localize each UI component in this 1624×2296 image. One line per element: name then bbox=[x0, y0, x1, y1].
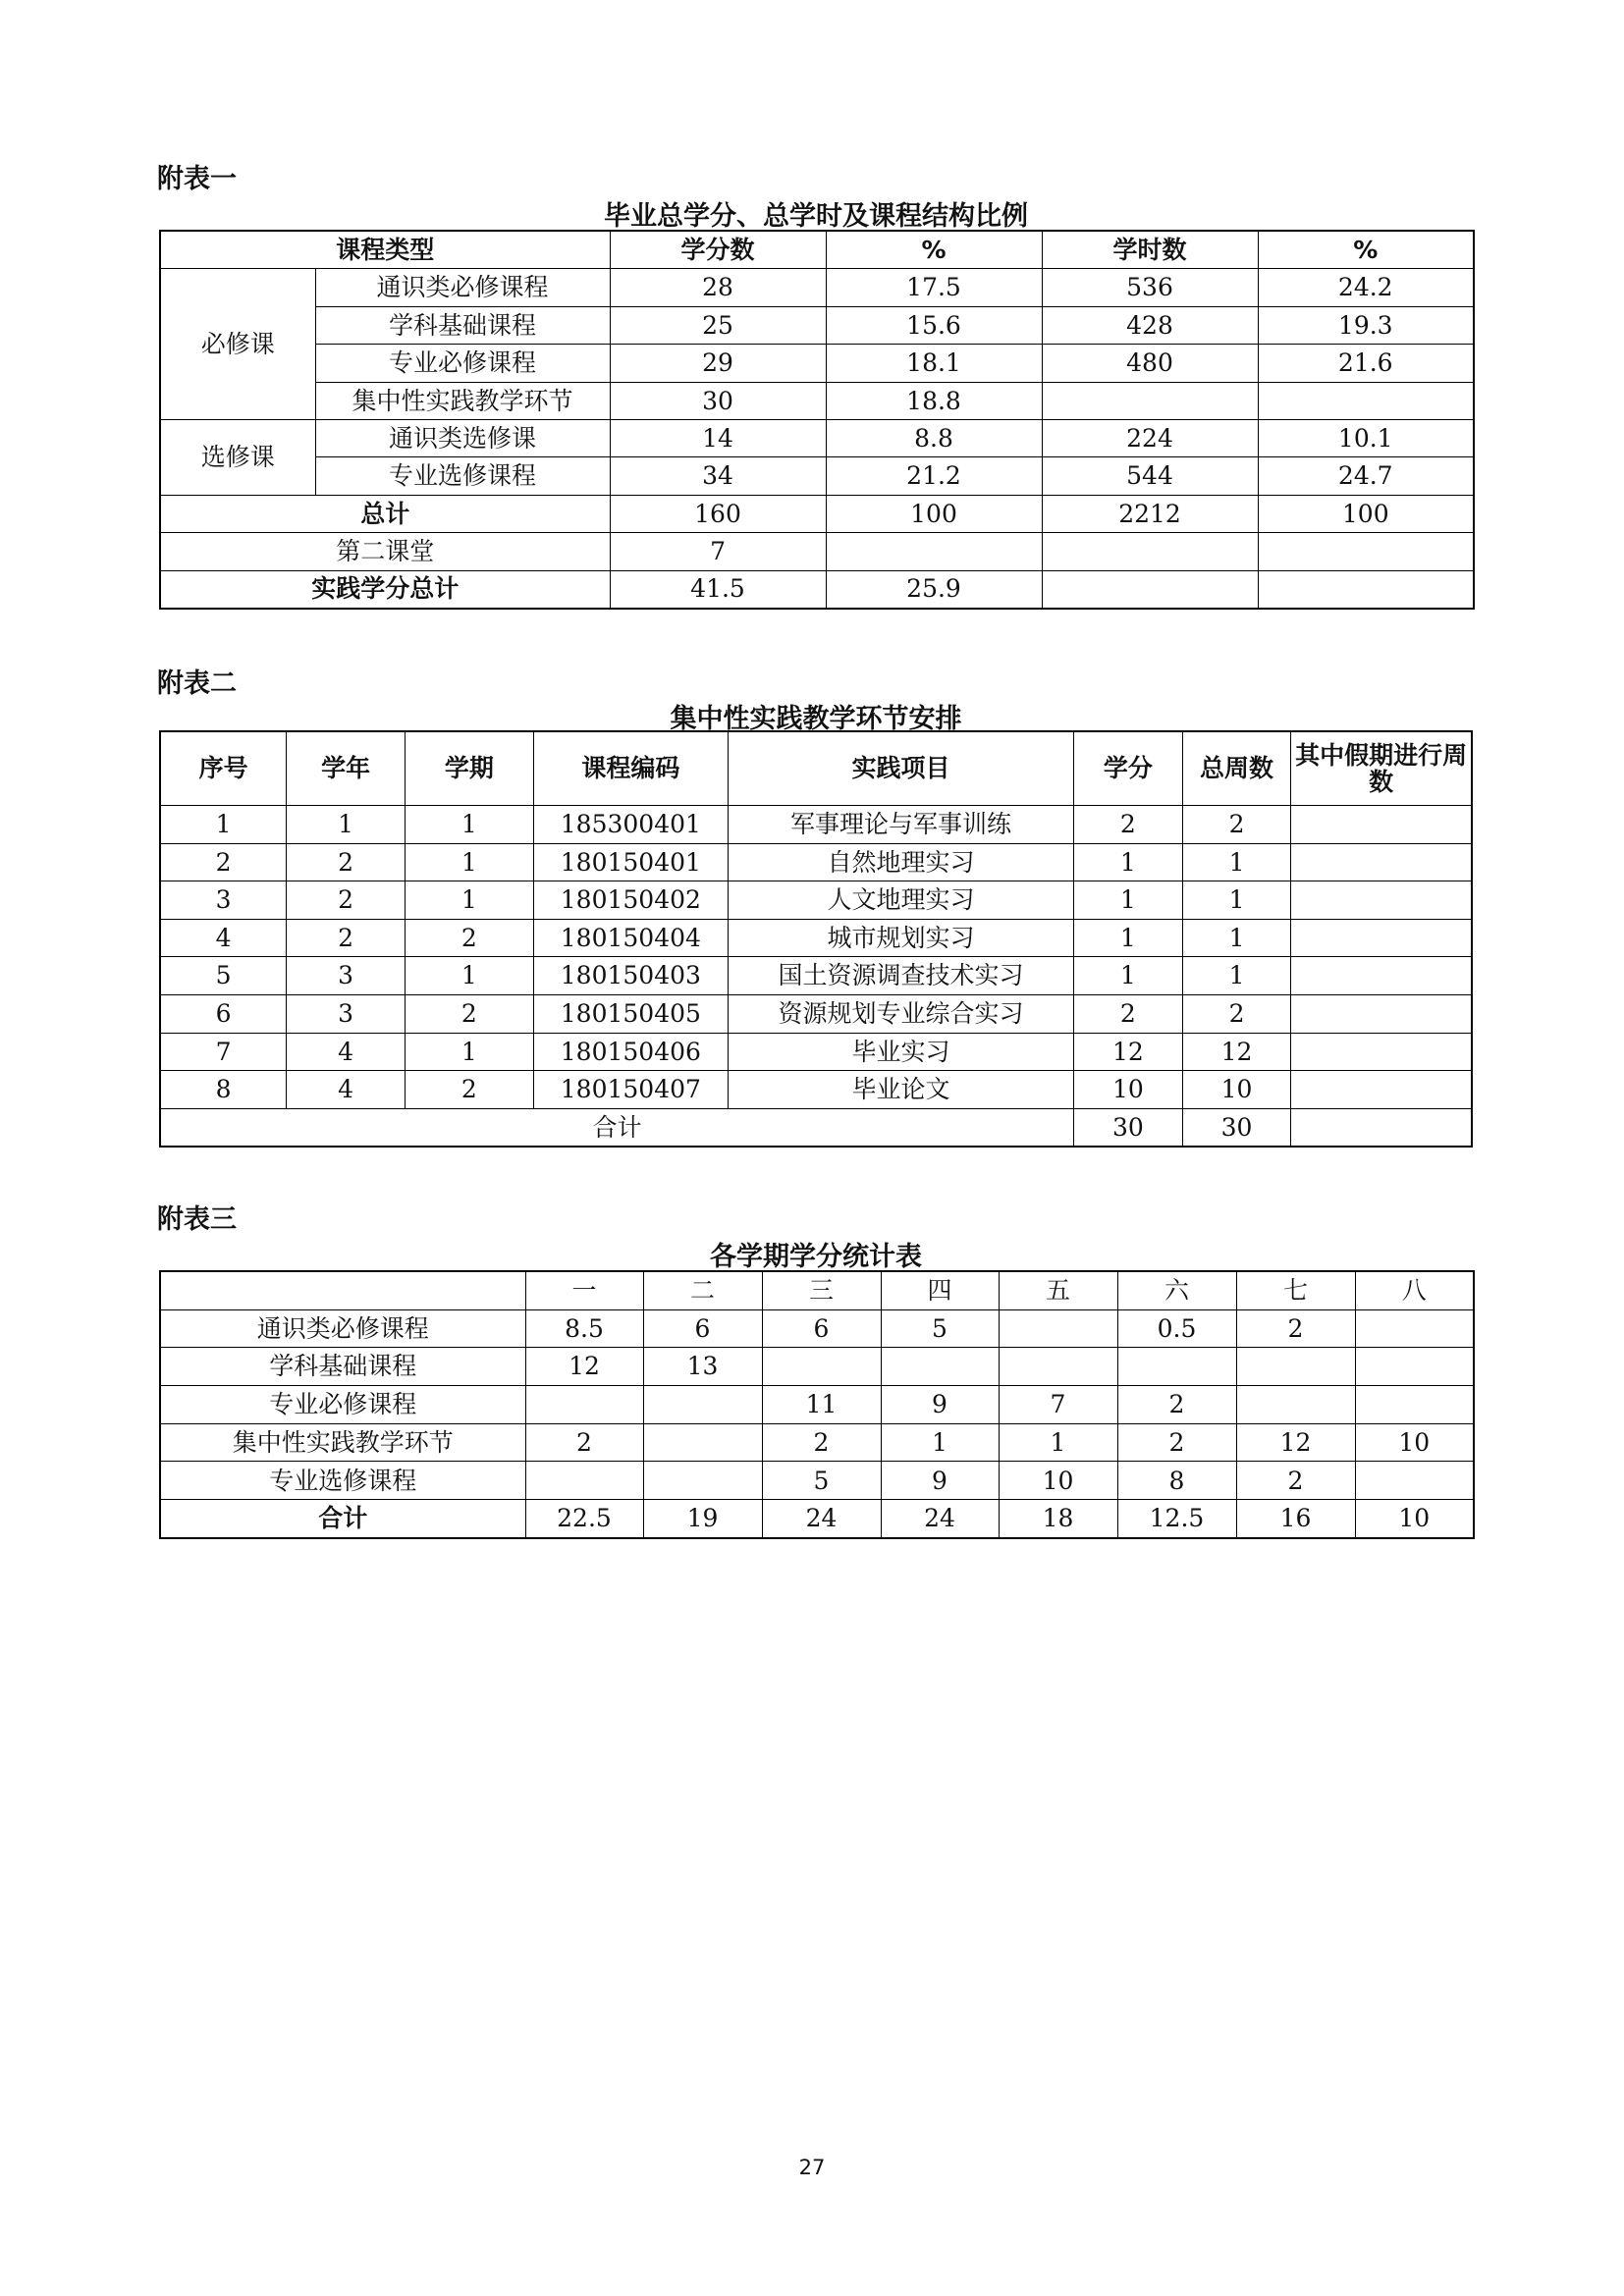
credit-pct-cell bbox=[826, 533, 1042, 570]
cell: 1 bbox=[1074, 843, 1183, 881]
total-holiday-weeks bbox=[1291, 1108, 1472, 1147]
table-row bbox=[160, 1033, 1472, 1071]
header-credits: 学分 bbox=[1074, 731, 1183, 806]
hour-pct-cell: 24.2 bbox=[1258, 269, 1474, 306]
credit-pct-cell: 17.5 bbox=[826, 269, 1042, 306]
cell: 18 bbox=[999, 1500, 1117, 1538]
course-name: 通识类必修课程 bbox=[315, 269, 610, 306]
table-row bbox=[160, 419, 1474, 456]
cell: 180150401 bbox=[533, 843, 728, 881]
cell bbox=[643, 1386, 762, 1424]
cell: 5 bbox=[160, 957, 287, 995]
cell: 1 bbox=[405, 806, 533, 844]
header-credits: 学分数 bbox=[610, 231, 826, 269]
header-practice-item: 实践项目 bbox=[728, 731, 1073, 806]
cell: 1 bbox=[405, 881, 533, 920]
table-row bbox=[160, 306, 1474, 344]
table3-title: 各学期学分统计表 bbox=[710, 1242, 922, 1272]
header-term-2: 二 bbox=[643, 1271, 762, 1309]
credit-pct-cell: 15.6 bbox=[826, 306, 1042, 344]
cell bbox=[643, 1462, 762, 1500]
row-label: 专业选修课程 bbox=[160, 1462, 525, 1500]
course-name: 学科基础课程 bbox=[315, 306, 610, 344]
header-total-weeks: 总周数 bbox=[1182, 731, 1291, 806]
practice-schedule-table bbox=[159, 730, 1473, 1148]
header-term-3: 三 bbox=[762, 1271, 881, 1309]
table1-title: 毕业总学分、总学时及课程结构比例 bbox=[604, 201, 1028, 232]
total-row bbox=[160, 495, 1474, 532]
hours-cell: 224 bbox=[1042, 419, 1258, 456]
group-label-elective: 选修课 bbox=[160, 419, 315, 495]
credits-cell: 28 bbox=[610, 269, 826, 306]
cell bbox=[999, 1309, 1117, 1348]
cell: 1 bbox=[1182, 843, 1291, 881]
cell: 6 bbox=[643, 1309, 762, 1348]
credit-pct-cell: 18.1 bbox=[826, 345, 1042, 382]
table-row bbox=[160, 994, 1472, 1033]
cell: 2 bbox=[1074, 806, 1183, 844]
cell: 180150406 bbox=[533, 1033, 728, 1071]
cell: 4 bbox=[287, 1033, 406, 1071]
table-row bbox=[160, 843, 1472, 881]
cell: 10 bbox=[999, 1462, 1117, 1500]
cell: 1 bbox=[1074, 881, 1183, 920]
header-seq: 序号 bbox=[160, 731, 287, 806]
hour-pct-cell bbox=[1258, 570, 1474, 609]
cell bbox=[1355, 1462, 1474, 1500]
table-row bbox=[160, 1423, 1474, 1462]
table-header-row bbox=[160, 731, 1472, 806]
cell: 11 bbox=[762, 1386, 881, 1424]
hours-cell bbox=[1042, 533, 1258, 570]
table1-heading: 附表一 bbox=[157, 164, 237, 194]
hours-cell: 428 bbox=[1042, 306, 1258, 344]
cell: 180150407 bbox=[533, 1071, 728, 1109]
total-label: 总计 bbox=[160, 495, 610, 532]
hours-cell: 2212 bbox=[1042, 495, 1258, 532]
second-class-label: 第二课堂 bbox=[160, 533, 610, 570]
table-row bbox=[160, 382, 1474, 419]
cell: 1 bbox=[160, 806, 287, 844]
cell bbox=[643, 1423, 762, 1462]
header-term-1: 一 bbox=[525, 1271, 643, 1309]
course-name: 通识类选修课 bbox=[315, 419, 610, 456]
cell bbox=[1117, 1348, 1236, 1386]
hours-cell: 536 bbox=[1042, 269, 1258, 306]
cell: 180150404 bbox=[533, 919, 728, 957]
credit-pct-cell: 18.8 bbox=[826, 382, 1042, 419]
course-name: 专业选修课程 bbox=[315, 457, 610, 495]
table3-heading: 附表三 bbox=[157, 1204, 237, 1235]
cell: 2 bbox=[1182, 806, 1291, 844]
hour-pct-cell: 10.1 bbox=[1258, 419, 1474, 456]
cell: 1 bbox=[405, 1033, 533, 1071]
cell bbox=[1355, 1348, 1474, 1386]
table-row bbox=[160, 1462, 1474, 1500]
table-row bbox=[160, 957, 1472, 995]
credits-cell: 25 bbox=[610, 306, 826, 344]
practice-total-label: 实践学分总计 bbox=[160, 570, 610, 609]
table-row bbox=[160, 1071, 1472, 1109]
cell: 7 bbox=[999, 1386, 1117, 1424]
cell bbox=[525, 1462, 643, 1500]
table2-title: 集中性实践教学环节安排 bbox=[670, 704, 962, 734]
cell: 5 bbox=[881, 1309, 999, 1348]
cell: 6 bbox=[160, 994, 287, 1033]
credits-cell: 34 bbox=[610, 457, 826, 495]
cell: 13 bbox=[643, 1348, 762, 1386]
table-row bbox=[160, 1386, 1474, 1424]
cell bbox=[762, 1348, 881, 1386]
hour-pct-cell: 21.6 bbox=[1258, 345, 1474, 382]
cell: 9 bbox=[881, 1462, 999, 1500]
table-row bbox=[160, 457, 1474, 495]
table-header-row bbox=[160, 231, 1474, 269]
course-name: 集中性实践教学环节 bbox=[315, 382, 610, 419]
cell: 1 bbox=[1182, 957, 1291, 995]
header-term-8: 八 bbox=[1355, 1271, 1474, 1309]
row-label: 学科基础课程 bbox=[160, 1348, 525, 1386]
cell: 19 bbox=[643, 1500, 762, 1538]
cell bbox=[999, 1348, 1117, 1386]
cell: 3 bbox=[160, 881, 287, 920]
cell: 7 bbox=[160, 1033, 287, 1071]
cell: 2 bbox=[287, 919, 406, 957]
cell: 2 bbox=[287, 843, 406, 881]
cell: 军事理论与军事训练 bbox=[728, 806, 1073, 844]
header-hour-pct: % bbox=[1258, 231, 1474, 269]
cell: 22.5 bbox=[525, 1500, 643, 1538]
table-header-row bbox=[160, 1271, 1474, 1309]
cell: 毕业实习 bbox=[728, 1033, 1073, 1071]
hours-cell bbox=[1042, 570, 1258, 609]
cell: 10 bbox=[1074, 1071, 1183, 1109]
cell bbox=[1291, 1071, 1472, 1109]
row-label: 专业必修课程 bbox=[160, 1386, 525, 1424]
cell: 4 bbox=[287, 1071, 406, 1109]
table-row bbox=[160, 1348, 1474, 1386]
credits-cell: 160 bbox=[610, 495, 826, 532]
cell: 3 bbox=[287, 994, 406, 1033]
cell: 0.5 bbox=[1117, 1309, 1236, 1348]
header-course-type: 课程类型 bbox=[160, 231, 610, 269]
cell: 国土资源调查技术实习 bbox=[728, 957, 1073, 995]
cell: 3 bbox=[287, 957, 406, 995]
hour-pct-cell: 19.3 bbox=[1258, 306, 1474, 344]
hour-pct-cell: 24.7 bbox=[1258, 457, 1474, 495]
cell: 10 bbox=[1182, 1071, 1291, 1109]
cell: 1 bbox=[1074, 919, 1183, 957]
cell bbox=[1291, 1033, 1472, 1071]
credits-cell: 30 bbox=[610, 382, 826, 419]
header-hours: 学时数 bbox=[1042, 231, 1258, 269]
header-term: 学期 bbox=[405, 731, 533, 806]
header-year: 学年 bbox=[287, 731, 406, 806]
cell: 1 bbox=[1182, 881, 1291, 920]
credit-pct-cell: 25.9 bbox=[826, 570, 1042, 609]
cell: 2 bbox=[525, 1423, 643, 1462]
cell: 1 bbox=[999, 1423, 1117, 1462]
total-label: 合计 bbox=[160, 1500, 525, 1538]
header-course-code: 课程编码 bbox=[533, 731, 728, 806]
course-name: 专业必修课程 bbox=[315, 345, 610, 382]
cell: 180150403 bbox=[533, 957, 728, 995]
cell: 2 bbox=[1236, 1309, 1355, 1348]
cell: 24 bbox=[881, 1500, 999, 1538]
header-holiday-weeks: 其中假期进行周数 bbox=[1291, 731, 1472, 806]
table-row bbox=[160, 269, 1474, 306]
cell bbox=[1355, 1309, 1474, 1348]
practice-total-row bbox=[160, 570, 1474, 609]
row-label: 集中性实践教学环节 bbox=[160, 1423, 525, 1462]
credit-pct-cell: 8.8 bbox=[826, 419, 1042, 456]
hour-pct-cell bbox=[1258, 382, 1474, 419]
hours-cell: 544 bbox=[1042, 457, 1258, 495]
hours-cell: 480 bbox=[1042, 345, 1258, 382]
credits-cell: 41.5 bbox=[610, 570, 826, 609]
cell bbox=[1291, 994, 1472, 1033]
cell: 1 bbox=[405, 843, 533, 881]
cell: 8 bbox=[160, 1071, 287, 1109]
cell: 2 bbox=[1236, 1462, 1355, 1500]
header-term-7: 七 bbox=[1236, 1271, 1355, 1309]
header-term-5: 五 bbox=[999, 1271, 1117, 1309]
table-row bbox=[160, 919, 1472, 957]
credit-structure-table bbox=[159, 230, 1475, 610]
total-credits: 30 bbox=[1074, 1108, 1183, 1147]
cell: 185300401 bbox=[533, 806, 728, 844]
cell: 1 bbox=[881, 1423, 999, 1462]
cell bbox=[1291, 957, 1472, 995]
header-credit-pct: % bbox=[826, 231, 1042, 269]
total-label: 合计 bbox=[160, 1108, 1074, 1147]
cell: 4 bbox=[160, 919, 287, 957]
cell: 1 bbox=[1182, 919, 1291, 957]
table2-heading: 附表二 bbox=[157, 668, 237, 699]
cell bbox=[1291, 919, 1472, 957]
credits-cell: 29 bbox=[610, 345, 826, 382]
cell: 12.5 bbox=[1117, 1500, 1236, 1538]
cell: 人文地理实习 bbox=[728, 881, 1073, 920]
credits-cell: 7 bbox=[610, 533, 826, 570]
total-row bbox=[160, 1500, 1474, 1538]
table-row bbox=[160, 881, 1472, 920]
cell bbox=[1291, 881, 1472, 920]
cell: 2 bbox=[287, 881, 406, 920]
cell: 2 bbox=[1182, 994, 1291, 1033]
cell: 2 bbox=[160, 843, 287, 881]
cell bbox=[525, 1386, 643, 1424]
group-label-required: 必修课 bbox=[160, 269, 315, 420]
cell: 8.5 bbox=[525, 1309, 643, 1348]
cell: 毕业论文 bbox=[728, 1071, 1073, 1109]
cell bbox=[1236, 1386, 1355, 1424]
cell bbox=[1291, 806, 1472, 844]
cell: 180150402 bbox=[533, 881, 728, 920]
row-label: 通识类必修课程 bbox=[160, 1309, 525, 1348]
cell: 1 bbox=[287, 806, 406, 844]
cell: 9 bbox=[881, 1386, 999, 1424]
page-number: 27 bbox=[798, 2156, 826, 2179]
cell: 2 bbox=[1074, 994, 1183, 1033]
cell: 12 bbox=[1236, 1423, 1355, 1462]
total-weeks: 30 bbox=[1182, 1108, 1291, 1147]
cell: 16 bbox=[1236, 1500, 1355, 1538]
cell: 自然地理实习 bbox=[728, 843, 1073, 881]
cell: 180150405 bbox=[533, 994, 728, 1033]
cell: 12 bbox=[525, 1348, 643, 1386]
hour-pct-cell: 100 bbox=[1258, 495, 1474, 532]
cell: 资源规划专业综合实习 bbox=[728, 994, 1073, 1033]
cell bbox=[1355, 1386, 1474, 1424]
cell: 2 bbox=[1117, 1386, 1236, 1424]
cell: 1 bbox=[405, 957, 533, 995]
cell: 12 bbox=[1074, 1033, 1183, 1071]
hours-cell bbox=[1042, 382, 1258, 419]
cell: 2 bbox=[762, 1423, 881, 1462]
table-row bbox=[160, 345, 1474, 382]
cell: 10 bbox=[1355, 1423, 1474, 1462]
semester-credit-table bbox=[159, 1270, 1475, 1539]
cell: 2 bbox=[405, 994, 533, 1033]
cell bbox=[1236, 1348, 1355, 1386]
header-term-6: 六 bbox=[1117, 1271, 1236, 1309]
cell: 1 bbox=[1074, 957, 1183, 995]
cell: 2 bbox=[405, 1071, 533, 1109]
cell bbox=[1291, 843, 1472, 881]
cell: 10 bbox=[1355, 1500, 1474, 1538]
cell bbox=[881, 1348, 999, 1386]
cell: 12 bbox=[1182, 1033, 1291, 1071]
table-row bbox=[160, 806, 1472, 844]
header-blank bbox=[160, 1271, 525, 1309]
credits-cell: 14 bbox=[610, 419, 826, 456]
hour-pct-cell bbox=[1258, 533, 1474, 570]
second-class-row bbox=[160, 533, 1474, 570]
credit-pct-cell: 100 bbox=[826, 495, 1042, 532]
cell: 城市规划实习 bbox=[728, 919, 1073, 957]
cell: 2 bbox=[1117, 1423, 1236, 1462]
cell: 6 bbox=[762, 1309, 881, 1348]
cell: 5 bbox=[762, 1462, 881, 1500]
cell: 24 bbox=[762, 1500, 881, 1538]
credit-pct-cell: 21.2 bbox=[826, 457, 1042, 495]
cell: 2 bbox=[405, 919, 533, 957]
cell: 8 bbox=[1117, 1462, 1236, 1500]
header-term-4: 四 bbox=[881, 1271, 999, 1309]
total-row bbox=[160, 1108, 1472, 1147]
table-row bbox=[160, 1309, 1474, 1348]
